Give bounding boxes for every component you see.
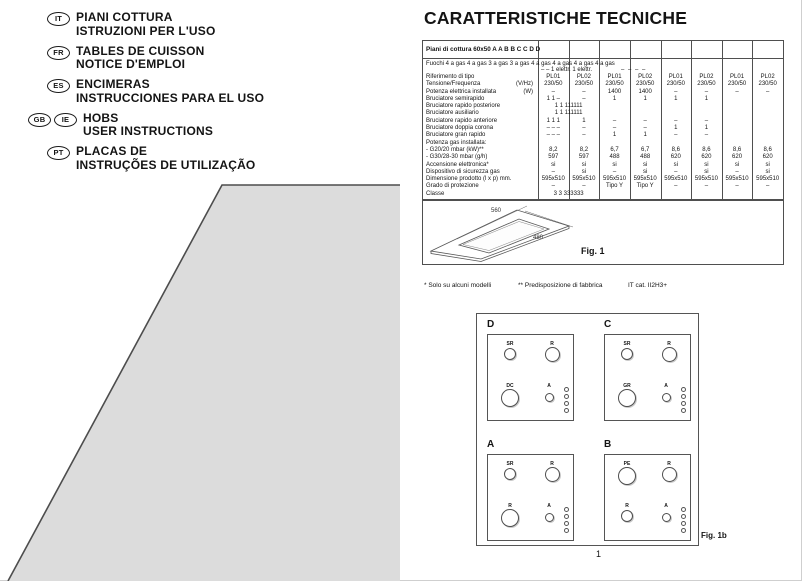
table-cell: si [581, 168, 587, 175]
language-badge-fr: FR [47, 46, 70, 60]
table-cell: si [704, 168, 709, 175]
burner-label: PE [623, 461, 631, 467]
table-cell: – [612, 117, 617, 124]
table-row [423, 74, 783, 81]
language-title-line: INSTRUÇÕES DE UTILIZAÇÃO [76, 157, 256, 172]
footnote-models: * Solo su alcuni modelli [424, 282, 492, 289]
hob-isometric-drawing [427, 201, 582, 263]
fig1-depth-dim: 480 [533, 235, 544, 241]
burner-label: GR [623, 383, 631, 389]
burner-r [538, 461, 566, 487]
panel-label-c: C [604, 319, 612, 330]
table-cell: – [735, 183, 739, 190]
table-cell: PL02 [638, 74, 653, 80]
burner-panel-b [604, 454, 691, 541]
table-cell: – [766, 183, 770, 190]
language-title-line: PLACAS DE [76, 144, 148, 158]
fig1-caption: Fig. 1 [581, 246, 605, 256]
fuochi-dash-values: – – – – [621, 67, 647, 73]
table-cell: 1 [612, 132, 617, 139]
burner-r [494, 503, 526, 532]
knob-circle [681, 521, 686, 526]
table-row [423, 162, 783, 169]
row-label-text: Tensione/Frequenza [426, 81, 481, 88]
language-title-line: USER INSTRUCTIONS [83, 124, 214, 138]
table-cell: 1 [582, 117, 586, 124]
row-unit: (W) [523, 88, 533, 95]
language-entry [28, 45, 264, 72]
burner-label: A [664, 503, 668, 509]
table-cell: – [674, 132, 678, 139]
table-cell: 1 [643, 132, 647, 139]
table-cell: – [582, 132, 586, 139]
fig1b-caption: Fig. 1b [701, 531, 727, 540]
language-list [28, 11, 264, 179]
row-label [423, 176, 538, 183]
burner-gr [611, 383, 643, 412]
table-cell: – [551, 88, 555, 95]
burner-label: SR [623, 341, 631, 347]
language-title-line: ISTRUZIONI PER L'USO [76, 23, 216, 38]
burner-label: R [667, 341, 671, 347]
burner-circle [504, 468, 516, 480]
table-cell: 595x510 [603, 176, 627, 183]
language-badges [28, 145, 70, 160]
gray-diagonal-shape [0, 180, 410, 581]
language-title [76, 45, 205, 72]
burner-r [655, 461, 683, 487]
table-cell: 595x510 [694, 176, 718, 183]
table-cell: Tipo Y [606, 183, 624, 190]
burner-label: A [664, 383, 668, 389]
row-label [423, 103, 538, 110]
knob-column [564, 507, 569, 533]
burner-sr [496, 461, 524, 485]
language-badges [28, 78, 70, 93]
language-badge-gb: GB [28, 113, 51, 127]
table-row [423, 140, 783, 147]
table-cell: 1 [674, 125, 678, 132]
table-cell: 1 [612, 95, 617, 102]
table-cell: – [643, 125, 647, 132]
burner-circle [545, 513, 554, 522]
row-label [423, 89, 538, 96]
language-title-line: INSTRUCCIONES PARA EL USO [76, 90, 265, 105]
table-row [423, 89, 783, 96]
table-cell: 8,2 [549, 146, 558, 153]
table-cell: – [704, 183, 709, 190]
knob-circle [681, 507, 686, 512]
table-cell: – [582, 125, 586, 132]
table-cell: 595x510 [756, 176, 780, 183]
table-cell: PL02 [576, 74, 591, 80]
table-cell: PL01 [668, 74, 683, 80]
burner-circle [504, 348, 516, 360]
table-cell: 230/50 [636, 81, 655, 88]
burner-dc [494, 383, 526, 412]
row-label-text: Dimensione prodotto (l x p) mm. [426, 176, 512, 183]
knob-circle [681, 514, 686, 519]
knob-circle [564, 387, 569, 392]
burner-label: DC [506, 383, 514, 389]
row-label [423, 118, 538, 125]
table-header-divider [423, 58, 783, 59]
burner-sr [496, 341, 524, 365]
burner-circle [501, 389, 519, 407]
burner-panel-d [487, 334, 574, 421]
knob-circle [681, 408, 686, 413]
burner-a [655, 503, 677, 527]
panel-label-b: B [604, 439, 612, 450]
burner-r [538, 341, 566, 367]
knob-column [681, 387, 686, 413]
table-row [423, 169, 783, 176]
table-cell: 597 [578, 154, 589, 161]
table-cell: 1 [643, 95, 647, 102]
footnote-factory: ** Predisposizione di fabbrica [518, 282, 603, 289]
burner-circle [545, 393, 554, 402]
row-label-text: - G20/20 mbar (kW)** [426, 146, 484, 153]
burner-label: A [547, 383, 551, 389]
table-header-row: Piani di cottura 60x50 A A B B C C D D [426, 46, 541, 53]
table-cell: 1 1 1 [546, 117, 560, 124]
row-label-text: Accensione elettronica* [426, 161, 489, 168]
table-cell: si [551, 161, 556, 168]
burner-label: R [667, 461, 671, 467]
burner-pe [613, 461, 641, 490]
table-cell: – [674, 183, 678, 190]
table-row [423, 132, 783, 139]
table-cell: Tipo Y [636, 183, 654, 190]
burner-label: R [550, 461, 554, 467]
table-cell: si [673, 161, 678, 168]
knob-circle [564, 507, 569, 512]
burner-r [655, 341, 683, 367]
table-cell: 1 1 – [546, 95, 560, 102]
fuochi-row: Fuochi 4 a gas 4 a gas 3 a gas 3 a gas 4 a gas 4 a gas 4 a gas 4 a gas [426, 60, 615, 67]
burner-circle [545, 347, 560, 362]
language-entry [28, 145, 264, 172]
row-label-text: Bruciatore semirapido [426, 95, 485, 102]
table-cell: 620 [670, 154, 681, 161]
language-title-line: HOBS [83, 110, 119, 125]
table-cell: 6,7 [610, 146, 619, 153]
table-cell: si [581, 161, 587, 168]
table-cell: 595x510 [633, 176, 657, 183]
burner-circle [662, 393, 671, 402]
table-cell: PL01 [730, 74, 745, 80]
row-label [423, 110, 538, 117]
knob-circle [564, 408, 569, 413]
language-title-line: PIANI COTTURA [76, 10, 173, 24]
burner-circle [621, 510, 633, 522]
row-label [423, 147, 538, 154]
table-row [423, 176, 783, 183]
table-cell: 595x510 [572, 176, 596, 183]
language-title-line: ENCIMERAS [76, 77, 150, 91]
language-title [83, 112, 213, 139]
burner-label: SR [506, 461, 514, 467]
row-label-text: Bruciatore doppia corona [426, 125, 494, 132]
row-label-text: Grado di protezione [426, 183, 479, 190]
table-cell: 1 1 111111 [554, 110, 583, 117]
row-label [423, 183, 538, 190]
knob-circle [681, 401, 686, 406]
table-cell: 8,6 [732, 146, 742, 153]
burner-panel-a [487, 454, 574, 541]
knob-circle [681, 528, 686, 533]
table-cell: – [551, 168, 555, 175]
table-cell: si [765, 161, 770, 168]
language-title [76, 11, 216, 38]
table-cell: – [643, 117, 647, 124]
table-row [423, 191, 783, 198]
fig1-frame [422, 199, 784, 265]
row-label [423, 154, 538, 161]
table-cell: – [674, 168, 678, 175]
knob-circle [681, 387, 686, 392]
row-label [423, 132, 538, 139]
language-title-line: TABLES DE CUISSON [76, 43, 205, 58]
table-row [423, 154, 783, 161]
burner-label: R [550, 341, 554, 347]
table-cell: – [704, 117, 709, 124]
table-cell: PL01 [546, 74, 561, 80]
burner-a [655, 383, 677, 407]
row-label [423, 191, 538, 198]
row-label-text: Riferimento di tipo [426, 74, 475, 80]
burner-a [538, 503, 560, 527]
knob-circle [564, 401, 569, 406]
table-cell: 595x510 [541, 176, 565, 183]
table-cell: si [734, 161, 740, 168]
table-cell: 230/50 [574, 81, 594, 88]
table-cell: – – – [546, 125, 560, 132]
language-title-line: NOTICE D'EMPLOI [76, 57, 186, 71]
row-label [423, 162, 538, 169]
table-cell: – [674, 117, 678, 124]
table-cell: 8,6 [763, 146, 772, 153]
table-row [423, 110, 783, 117]
table-cell: 8,6 [702, 146, 711, 153]
table-cell: si [765, 168, 770, 175]
language-badge-it: IT [47, 12, 70, 26]
table-cell: – [612, 125, 617, 132]
row-label [423, 96, 538, 103]
table-cell: 230/50 [758, 81, 777, 88]
burner-circle [662, 513, 671, 522]
table-cell: si [643, 168, 648, 175]
table-cell: 3 3 333333 [553, 190, 584, 197]
knob-circle [564, 394, 569, 399]
table-cell: – [551, 183, 555, 190]
knob-circle [681, 394, 686, 399]
table-cell: 1 1 111111 [554, 103, 583, 110]
language-badges [28, 112, 77, 127]
burner-circle [618, 389, 636, 407]
table-cell: 6,7 [641, 146, 650, 153]
table-cell: 620 [732, 154, 743, 161]
table-row [423, 81, 783, 88]
row-label-text: Bruciatore rapido posteriore [426, 103, 501, 110]
burner-circle [662, 467, 677, 482]
table-cell: PL02 [699, 74, 714, 80]
fig1-width-dim: 560 [491, 208, 502, 214]
row-label [423, 169, 538, 176]
row-label-text: Bruciatore ausiliario [426, 110, 479, 117]
panel-label-a: A [487, 439, 495, 450]
burner-a [538, 383, 560, 407]
table-cell: – [735, 168, 739, 175]
language-badge-pt: PT [47, 146, 70, 160]
knob-circle [564, 528, 569, 533]
table-cell: 230/50 [544, 81, 563, 88]
table-cell: – [582, 183, 586, 190]
table-cell: si [612, 161, 617, 168]
table-cell: 620 [762, 154, 773, 161]
table-cell: – [674, 88, 678, 95]
row-label-text: Potenza gas installata: [426, 139, 487, 146]
burner-circle [545, 467, 560, 482]
row-label [423, 140, 538, 147]
burner-label: SR [506, 341, 514, 347]
table-cell: 230/50 [727, 81, 747, 88]
language-entry [28, 78, 264, 105]
table-cell: 230/50 [697, 81, 716, 88]
language-badges [28, 45, 70, 60]
table-cell: – [704, 88, 709, 95]
table-row [423, 96, 783, 103]
table-cell: 1 [674, 95, 678, 102]
table-cell: – [612, 168, 617, 175]
table-cell: si [704, 161, 709, 168]
row-label [423, 125, 538, 132]
table-row [423, 125, 783, 132]
fig1b-frame [476, 313, 699, 546]
burner-circle [501, 509, 519, 527]
row-label [423, 74, 538, 81]
section-title: CARATTERISTICHE TECNICHE [424, 8, 688, 28]
footnote-gas-category: IT cat. II2H3+ [628, 282, 668, 289]
table-row [423, 103, 783, 110]
table-cell: PL01 [607, 74, 622, 80]
table-cell: 1 [704, 125, 709, 132]
language-badge-es: ES [47, 79, 70, 93]
table-cell: – [582, 95, 586, 102]
table-cell: 8,2 [579, 146, 589, 153]
burner-circle [621, 348, 633, 360]
language-entry [28, 112, 264, 139]
page-number: 1 [596, 549, 602, 559]
knob-column [564, 387, 569, 413]
language-title [76, 78, 264, 105]
row-unit: (V/Hz) [516, 81, 533, 88]
burner-label: R [625, 503, 629, 509]
row-label-text: Dispositivo di sicurezza gas [426, 168, 500, 175]
table-cell: 488 [609, 154, 620, 161]
table-cell: – [704, 132, 709, 139]
table-cell: – [766, 88, 770, 95]
table-cell: 595x510 [664, 176, 688, 183]
burner-sr [613, 341, 641, 365]
table-cell: 597 [548, 154, 559, 161]
table-rows [423, 74, 783, 198]
panel-label-d: D [487, 319, 495, 330]
table-cell: – [735, 88, 739, 95]
fuochi-elettr-values: – – 1 elettr. 1 elettr. [541, 67, 593, 73]
technical-table [422, 40, 784, 201]
table-cell: 230/50 [666, 81, 685, 88]
knob-column [681, 507, 686, 533]
table-cell: si [643, 161, 648, 168]
table-cell: 230/50 [605, 81, 624, 88]
language-title [76, 145, 255, 172]
table-cell: 1400 [638, 88, 652, 95]
table-cell: PL02 [760, 74, 775, 80]
language-entry [28, 11, 264, 38]
table-cell: 1 [704, 95, 709, 102]
table-row [423, 183, 783, 190]
burner-label: A [547, 503, 551, 509]
table-cell: – – – [546, 132, 560, 139]
row-label [423, 81, 538, 88]
row-label-text: Bruciatore gran rapido [426, 132, 486, 139]
table-cell: 620 [701, 154, 712, 161]
burner-circle [618, 467, 636, 485]
burner-r [611, 503, 643, 527]
language-badge-ie: IE [54, 113, 77, 127]
table-cell: 8,6 [671, 146, 680, 153]
burner-panel-c [604, 334, 691, 421]
table-row [423, 147, 783, 154]
knob-circle [564, 521, 569, 526]
row-label-text: Bruciatore rapido anteriore [426, 117, 498, 124]
burner-circle [662, 347, 677, 362]
table-cell: 488 [640, 154, 651, 161]
row-label-text: Classe [426, 190, 445, 197]
knob-circle [564, 514, 569, 519]
table-cell: 1400 [607, 88, 622, 95]
row-label-text: - G30/28-30 mbar (g/h) [426, 154, 488, 161]
burner-label: R [508, 503, 512, 509]
table-cell: 595x510 [725, 176, 749, 183]
table-row [423, 118, 783, 125]
row-label-text: Potenza elettrica installata [426, 88, 497, 95]
language-badges [28, 11, 70, 26]
table-cell: – [582, 88, 586, 95]
